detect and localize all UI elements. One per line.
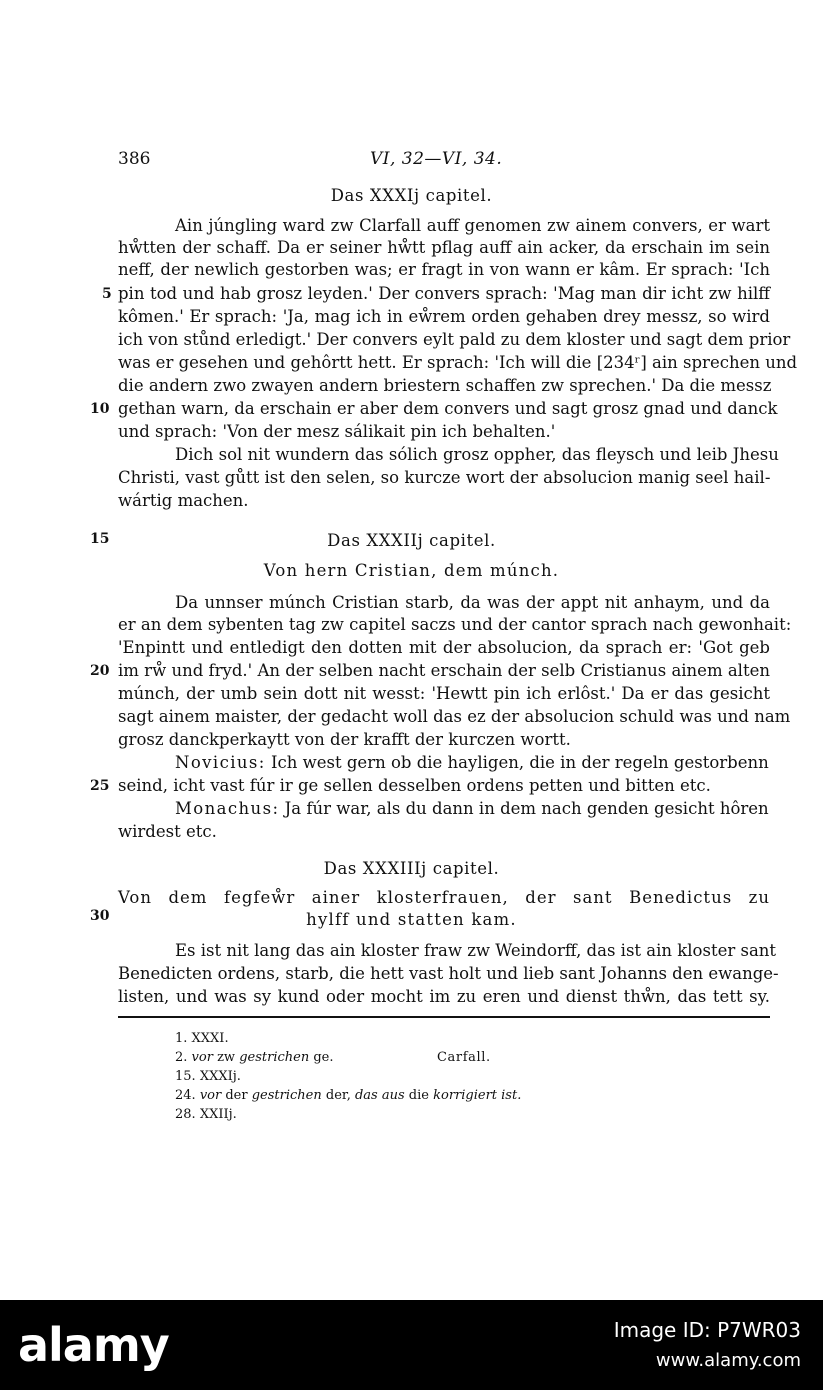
chapter-subtitle-33-line2: hylff und statten kam. [306,910,517,929]
footnote-rule [118,1016,770,1018]
speaker-novicius [175,752,769,774]
text-line: Ain júngling ward zw Clarfall auff genomen zw ainem convers, er wart [175,216,770,235]
chapter-subtitle-32: Von hern Cristian, dem múnch. [263,561,560,580]
text-line: wirdest etc. [118,822,217,841]
footnote-text: XXIIj. [199,1107,237,1122]
footnote [175,1087,521,1105]
text-line: Christi, vast gůtt ist den selen, so kurcze wort der absolucion manig seel hail- [118,468,771,487]
text-line: Benedicten ordens, starb, die hett vast holt und lieb sant Johanns den ewange- [118,964,779,983]
text-line: múnch, der umb sein dott nit wesst: 'Hewtt pin ich erlôst.' Da er das gesicht [118,684,770,703]
footnote-emph: das aus [354,1088,405,1103]
text-line: neff, der newlich gestorben was; er fragt in von wann er kâm. Er sprach: 'Ich [118,260,770,279]
footnote-word: der, [325,1088,351,1103]
footnote-number: 1. [175,1031,188,1046]
alamy-logo: alamy [18,1318,169,1372]
chapter-heading-33: Das XXXIIIj capitel. [323,859,500,878]
text-line: kômen.' Er sprach: 'Ja, mag ich in eẘrem orden gehaben drey messz, so wird [118,307,770,326]
footnote-word: die [408,1088,429,1103]
text-line: pin tod und hab grosz leyden.' Der convers sprach: 'Mag man dir icht zw hilff [118,284,770,303]
chapter-heading-31: Das XXXIj capitel. [330,186,493,205]
footnote [175,1030,229,1048]
chapter-heading-32: Das XXXIIj capitel. [327,531,496,550]
text-line: listen, und was sy kund oder mocht im zu eren und dienst thẘn, das tett sy. [118,987,770,1006]
footnote-number: 2. [175,1050,188,1065]
text-line: er an dem sybenten tag zw capitel saczs und der cantor sprach nach gewonhait: [118,615,792,634]
text-line: im rẘ und fryd.' An der selben nacht erschain der selb Cristianus ainem alten [118,661,770,680]
footnote-text: XXXIj. [199,1069,241,1084]
footnote-variant: Carfall. [437,1050,491,1065]
text-line: seind, icht vast fúr ir ge sellen desselben ordens petten und bitten etc. [118,776,711,795]
footnote [175,1049,491,1067]
text-line: gethan warn, da erschain er aber dem convers und sagt grosz gnad und danck [118,399,778,418]
watermark-bar [0,1300,823,1390]
footnote-emph: korrigiert ist. [433,1088,522,1103]
running-title: VI, 32—VI, 34. [370,149,503,169]
margin-line-number: 15 [90,531,110,547]
footnote [175,1106,237,1124]
text-line: wártig machen. [118,491,249,510]
footnote-emph: gestrichen [251,1088,322,1103]
speaker-label: Novicius: [175,753,266,772]
text-line: ich von stůnd erledigt.' Der convers eylt pald zu dem kloster und sagt dem prior [118,330,791,349]
speech-text: Ich west gern ob die hayligen, die in der regeln gestorbenn [271,753,769,772]
text-line: hẘtten der schaff. Da er seiner hẘtt pflag auff ain acker, da erschain im sein [118,238,770,257]
footnote-word: zw [217,1050,236,1065]
footnote-word: ge. [313,1050,334,1065]
text-line: grosz danckperkaytt von der krafft der kurczen wortt. [118,730,571,749]
text-line: Es ist nit lang das ain kloster fraw zw Weindorff, das ist ain kloster sant [175,941,777,960]
footnote-number: 15. [175,1069,196,1084]
footnote-number: 24. [175,1088,196,1103]
footnote-number: 28. [175,1107,196,1122]
text-line: Dich sol nit wundern das sólich grosz oppher, das fleysch und leib Jhesu [175,445,779,464]
speech-text: Ja fúr war, als du dann in dem nach genden gesicht hôren [284,799,769,818]
margin-line-number: 5 [102,286,112,302]
text-line: 'Enpintt und entledigt den dotten mit der absolucion, da sprach er: 'Got geb [118,638,770,657]
footnote-emph: vor [191,1050,213,1065]
footnote-emph: gestrichen [239,1050,310,1065]
footnote [175,1068,241,1086]
text-line: die andern zwo zwayen andern briestern schaffen zw sprechen.' Da die messz [118,376,772,395]
speaker-monachus [175,798,769,820]
margin-line-number: 10 [90,401,110,417]
text-line: sagt ainem maister, der gedacht woll das ez der absolucion schuld was und nam [118,707,791,726]
footnote-text: XXXI. [191,1031,229,1046]
watermark-url: www.alamy.com [655,1350,801,1371]
image-id: Image ID: P7WR03 [613,1318,801,1342]
page-number: 386 [118,149,151,169]
footnote-emph: vor [199,1088,222,1103]
chapter-subtitle-33-line1: Von dem fegfeẘr ainer klosterfrauen, der sant Benedictus zu [118,888,770,907]
text-line: und sprach: 'Von der mesz sálikait pin ich behalten.' [118,422,556,441]
text-line: Da unnser múnch Cristian starb, da was der appt nit anhaym, und da [175,593,770,612]
margin-line-number: 30 [90,908,110,924]
margin-line-number: 25 [90,778,110,794]
footnote-word: der [225,1088,248,1103]
margin-line-number: 20 [90,663,110,679]
text-line: was er gesehen und gehôrtt hett. Er sprach: 'Ich will die [234ʳ] ain sprechen und [118,353,798,372]
speaker-label: Monachus: [175,799,280,818]
